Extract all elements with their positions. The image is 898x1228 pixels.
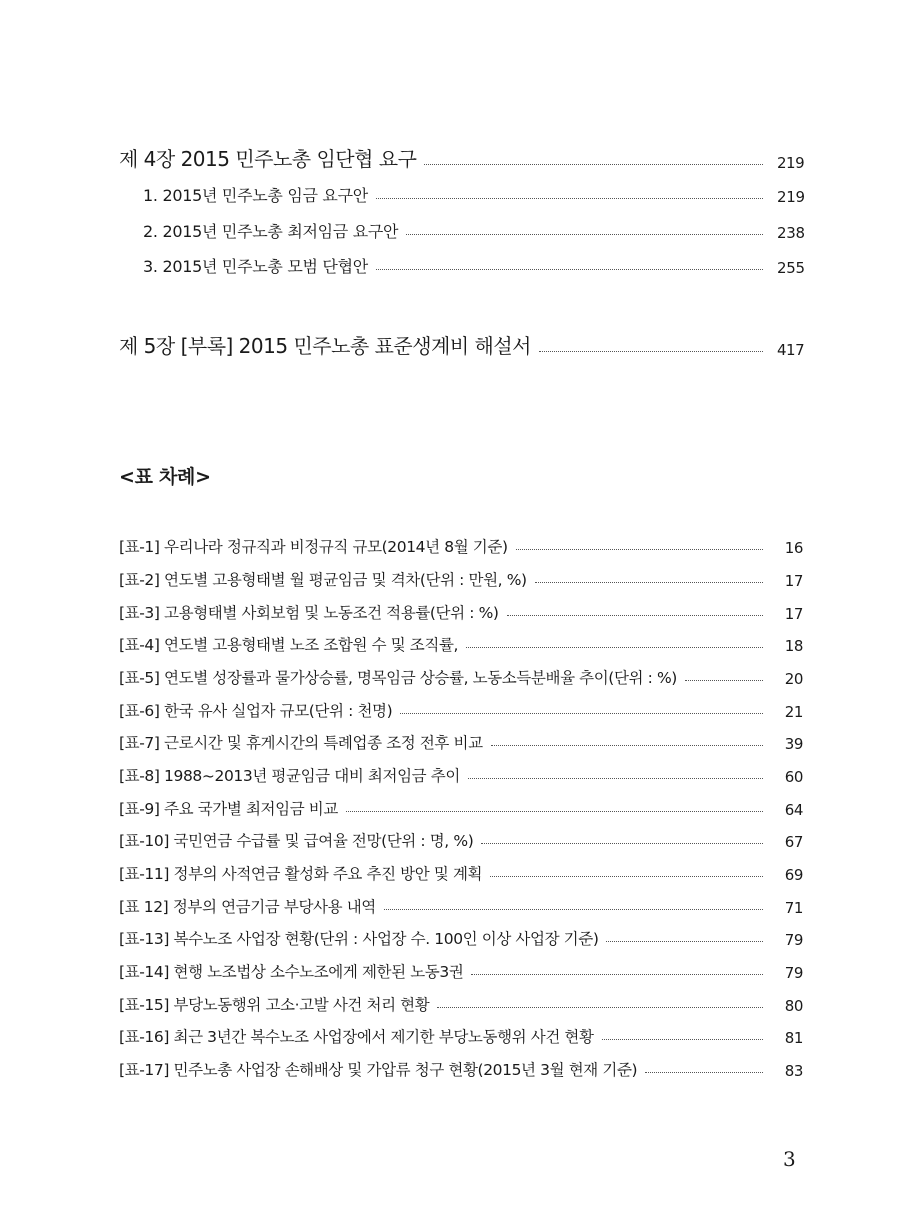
table-entry-page: 79 bbox=[784, 931, 803, 949]
table-entry-title: [표-13] 복수노조 사업장 현황(단위 : 사업장 수. 100인 이상 사업장 기준) bbox=[119, 930, 599, 948]
table-entry[interactable] bbox=[119, 895, 803, 917]
table-entry-title: [표-2] 연도별 고용형태별 월 평균임금 및 격차(단위 : 만원, %) bbox=[119, 571, 527, 589]
table-entry-title: [표-10] 국민연금 수급률 및 급여율 전망(단위 : 명, %) bbox=[119, 832, 474, 850]
leader-dots bbox=[376, 197, 763, 199]
leader-dots bbox=[406, 233, 763, 235]
table-entry[interactable] bbox=[119, 601, 803, 623]
leader-dots bbox=[346, 810, 763, 812]
table-entry-page: 60 bbox=[784, 768, 803, 786]
leader-dots bbox=[481, 842, 763, 844]
table-entry-title: [표-8] 1988~2013년 평균임금 대비 최저임금 추이 bbox=[119, 767, 460, 785]
table-entry-page: 79 bbox=[784, 964, 803, 982]
leader-dots bbox=[376, 268, 763, 270]
table-entry-title: [표-7] 근로시간 및 휴게시간의 특례업종 조정 전후 비교 bbox=[119, 734, 483, 752]
table-list-heading: <표 차례> bbox=[119, 466, 211, 488]
toc-page-number: 417 bbox=[777, 341, 805, 359]
table-entry[interactable] bbox=[119, 535, 803, 557]
leader-dots bbox=[539, 350, 763, 352]
table-entry-title: [표 12] 정부의 연금기금 부당사용 내역 bbox=[119, 898, 376, 916]
leader-dots bbox=[606, 940, 763, 942]
toc-chapter-title: 제 4장 2015 민주노총 임단협 요구 bbox=[119, 147, 417, 171]
table-entry-page: 17 bbox=[784, 572, 803, 590]
table-entry-title: [표-3] 고용형태별 사회보험 및 노동조건 적용률(단위 : %) bbox=[119, 604, 499, 622]
leader-dots bbox=[471, 973, 763, 975]
table-entry[interactable] bbox=[119, 927, 803, 949]
leader-dots bbox=[437, 1006, 763, 1008]
table-entry-title: [표-5] 연도별 성장률과 물가상승률, 명목임금 상승률, 노동소득분배율 추이(단위 : %) bbox=[119, 669, 677, 687]
table-entry-title: [표-17] 민주노총 사업장 손해배상 및 가압류 청구 현황(2015년 3월 현재 기준) bbox=[119, 1061, 638, 1079]
leader-dots bbox=[516, 548, 763, 550]
table-entry-title: [표-6] 한국 유사 실업자 규모(단위 : 천명) bbox=[119, 702, 393, 720]
toc-section-3[interactable] bbox=[143, 254, 803, 277]
table-entry[interactable] bbox=[119, 829, 803, 851]
leader-dots bbox=[490, 875, 763, 877]
table-entry-page: 64 bbox=[784, 801, 803, 819]
table-entry-title: [표-11] 정부의 사적연금 활성화 주요 추진 방안 및 계획 bbox=[119, 865, 483, 883]
leader-dots bbox=[602, 1038, 763, 1040]
leader-dots bbox=[468, 777, 763, 779]
table-entry-page: 83 bbox=[784, 1062, 803, 1080]
table-entry[interactable] bbox=[119, 993, 803, 1015]
leader-dots bbox=[424, 163, 763, 165]
table-entry-page: 80 bbox=[784, 997, 803, 1015]
table-entry[interactable] bbox=[119, 699, 803, 721]
table-entry-title: [표-1] 우리나라 정규직과 비정규직 규모(2014년 8월 기준) bbox=[119, 538, 508, 556]
toc-chapter-title: 제 5장 [부록] 2015 민주노총 표준생계비 해설서 bbox=[119, 334, 531, 358]
table-entry-page: 69 bbox=[784, 866, 803, 884]
table-entry-page: 20 bbox=[784, 670, 803, 688]
table-entry[interactable] bbox=[119, 764, 803, 786]
table-entry-page: 17 bbox=[784, 605, 803, 623]
table-entry-title: [표-15] 부당노동행위 고소·고발 사건 처리 현황 bbox=[119, 996, 430, 1014]
toc-chapter-5[interactable] bbox=[119, 330, 803, 359]
table-entry-page: 67 bbox=[784, 833, 803, 851]
table-entry-page: 71 bbox=[784, 899, 803, 917]
table-entry[interactable] bbox=[119, 1058, 803, 1080]
table-entry[interactable] bbox=[119, 960, 803, 982]
table-entry[interactable] bbox=[119, 633, 803, 655]
table-entry[interactable] bbox=[119, 862, 803, 884]
toc-section-2[interactable] bbox=[143, 219, 803, 242]
table-entry-page: 16 bbox=[784, 539, 803, 557]
table-entry-title: [표-4] 연도별 고용형태별 노조 조합원 수 및 조직률, bbox=[119, 636, 459, 654]
page-number: 3 bbox=[783, 1147, 796, 1171]
leader-dots bbox=[685, 679, 763, 681]
table-entry-page: 18 bbox=[784, 637, 803, 655]
toc-page-number: 238 bbox=[777, 224, 805, 242]
table-entry-title: [표-14] 현행 노조법상 소수노조에게 제한된 노동3권 bbox=[119, 963, 464, 981]
table-entry[interactable] bbox=[119, 797, 803, 819]
table-entry[interactable] bbox=[119, 1025, 803, 1047]
table-entry-title: [표-9] 주요 국가별 최저임금 비교 bbox=[119, 800, 338, 818]
table-entry[interactable] bbox=[119, 731, 803, 753]
table-entry-page: 81 bbox=[784, 1029, 803, 1047]
leader-dots bbox=[507, 614, 763, 616]
leader-dots bbox=[535, 581, 763, 583]
toc-chapter-4[interactable] bbox=[119, 143, 803, 172]
toc-section-title: 1. 2015년 민주노총 임금 요구안 bbox=[143, 186, 368, 205]
leader-dots bbox=[645, 1071, 763, 1073]
toc-page-number: 219 bbox=[777, 188, 805, 206]
table-entry-page: 39 bbox=[784, 735, 803, 753]
table-entry-title: [표-16] 최근 3년간 복수노조 사업장에서 제기한 부당노동행위 사건 현황 bbox=[119, 1028, 594, 1046]
table-entry[interactable] bbox=[119, 666, 803, 688]
toc-section-title: 3. 2015년 민주노총 모범 단협안 bbox=[143, 257, 368, 276]
table-entry-page: 21 bbox=[784, 703, 803, 721]
toc-section-1[interactable] bbox=[143, 183, 803, 206]
leader-dots bbox=[400, 712, 763, 714]
toc-page-number: 219 bbox=[777, 154, 805, 172]
leader-dots bbox=[466, 646, 763, 648]
toc-section-title: 2. 2015년 민주노총 최저임금 요구안 bbox=[143, 222, 399, 241]
leader-dots bbox=[384, 908, 763, 910]
toc-page-number: 255 bbox=[777, 259, 805, 277]
leader-dots bbox=[491, 744, 763, 746]
table-entry[interactable] bbox=[119, 568, 803, 590]
